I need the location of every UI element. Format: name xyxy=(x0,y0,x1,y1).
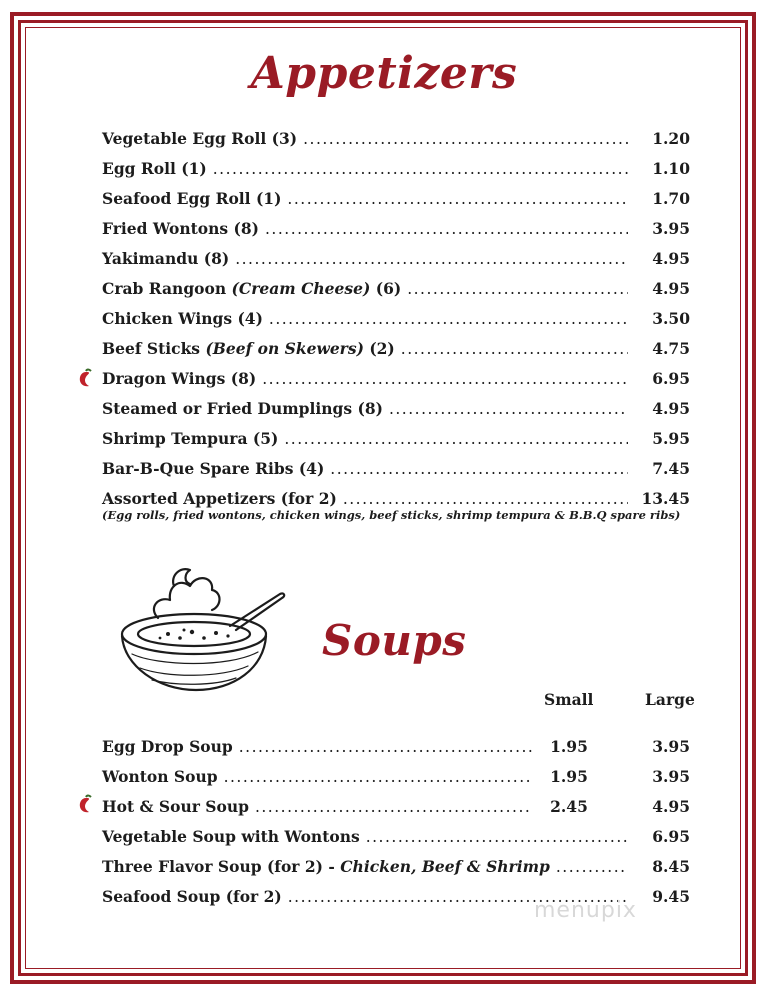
menu-item xyxy=(102,792,690,816)
item-name: Wonton Soup xyxy=(102,767,218,786)
menu-item xyxy=(102,484,690,508)
menu-item xyxy=(102,304,690,328)
menu-item xyxy=(102,822,690,846)
column-header-small: Small xyxy=(544,690,594,709)
menu-item xyxy=(102,214,690,238)
item-price: 13.45 xyxy=(641,489,690,508)
item-price-small: 2.45 xyxy=(550,797,588,816)
menu-item xyxy=(102,762,690,786)
item-name: Egg Drop Soup xyxy=(102,737,233,756)
item-name: Hot & Sour Soup xyxy=(102,797,249,816)
leader-dots xyxy=(255,798,532,816)
menu-item xyxy=(102,334,690,358)
item-name: Bar-B-Que Spare Ribs (4) xyxy=(102,459,325,478)
item-name: Shrimp Tempura (5) xyxy=(102,429,279,448)
item-name: Yakimandu (8) xyxy=(102,249,230,268)
leader-dots xyxy=(401,340,628,358)
item-price: 3.95 xyxy=(652,219,690,238)
item-price-small: 1.95 xyxy=(550,737,588,756)
menu-item xyxy=(102,732,690,756)
leader-dots xyxy=(269,310,628,328)
soup-bowl-icon xyxy=(118,556,288,694)
item-name: Dragon Wings (8) xyxy=(102,369,257,388)
menu-item xyxy=(102,394,690,418)
leader-dots xyxy=(389,400,628,418)
leader-dots xyxy=(213,160,628,178)
menu-item xyxy=(102,852,690,876)
menu-item xyxy=(102,244,690,268)
menu-item xyxy=(102,454,690,478)
leader-dots xyxy=(262,370,628,388)
leader-dots xyxy=(366,828,628,846)
item-name: Chicken Wings (4) xyxy=(102,309,263,328)
leader-dots xyxy=(239,738,532,756)
leader-dots xyxy=(303,130,628,148)
item-name: Three Flavor Soup (for 2) - Chicken, Beef & Shrimp xyxy=(102,857,550,876)
menu-item xyxy=(102,154,690,178)
leader-dots xyxy=(407,280,628,298)
item-price-large: 3.95 xyxy=(652,767,690,786)
menu-item xyxy=(102,424,690,448)
item-price: 4.95 xyxy=(652,399,690,418)
menu-item xyxy=(102,184,690,208)
menu-item xyxy=(102,124,690,148)
item-name: Seafood Egg Roll (1) xyxy=(102,189,282,208)
leader-dots xyxy=(284,430,628,448)
item-price-large: 3.95 xyxy=(652,737,690,756)
item-price-large: 4.95 xyxy=(652,797,690,816)
item-price: 4.75 xyxy=(652,339,690,358)
leader-dots xyxy=(330,460,628,478)
assorted-note: (Egg rolls, fried wontons, chicken wings, beef sticks, shrimp tempura & B.B.Q spare ribs) xyxy=(102,508,681,522)
appetizers-title: Appetizers xyxy=(250,48,518,99)
item-name: Seafood Soup (for 2) xyxy=(102,887,282,906)
item-price: 1.20 xyxy=(652,129,690,148)
chili-pepper-icon xyxy=(76,794,98,814)
item-price: 9.45 xyxy=(652,887,690,906)
item-name: Egg Roll (1) xyxy=(102,159,207,178)
item-name: Steamed or Fried Dumplings (8) xyxy=(102,399,383,418)
leader-dots xyxy=(235,250,628,268)
item-price: 7.45 xyxy=(652,459,690,478)
item-price: 4.95 xyxy=(652,249,690,268)
item-name: Vegetable Soup with Wontons xyxy=(102,827,360,846)
item-price: 6.95 xyxy=(652,827,690,846)
item-price: 3.50 xyxy=(652,309,690,328)
item-price: 4.95 xyxy=(652,279,690,298)
item-name: Beef Sticks (Beef on Skewers) (2) xyxy=(102,339,395,358)
item-price: 1.10 xyxy=(652,159,690,178)
leader-dots xyxy=(343,490,628,508)
item-description: (Beef on Skewers) xyxy=(205,339,364,358)
item-name: Assorted Appetizers (for 2) xyxy=(102,489,337,508)
item-name: Crab Rangoon (Cream Cheese) (6) xyxy=(102,279,402,298)
item-description: (Cream Cheese) xyxy=(231,279,371,298)
item-description: Chicken, Beef & Shrimp xyxy=(340,857,550,876)
item-price: 6.95 xyxy=(652,369,690,388)
leader-dots xyxy=(224,768,532,786)
item-price-small: 1.95 xyxy=(550,767,588,786)
soups-title: Soups xyxy=(322,616,467,665)
chili-pepper-icon xyxy=(76,368,98,388)
leader-dots xyxy=(556,858,628,876)
watermark: menupix xyxy=(534,898,637,923)
column-header-large: Large xyxy=(645,690,695,709)
item-price: 1.70 xyxy=(652,189,690,208)
item-price: 8.45 xyxy=(652,857,690,876)
leader-dots xyxy=(265,220,628,238)
item-price: 5.95 xyxy=(652,429,690,448)
menu-item xyxy=(102,364,690,388)
menu-item xyxy=(102,274,690,298)
item-name: Vegetable Egg Roll (3) xyxy=(102,129,298,148)
leader-dots xyxy=(287,190,628,208)
item-name: Fried Wontons (8) xyxy=(102,219,259,238)
